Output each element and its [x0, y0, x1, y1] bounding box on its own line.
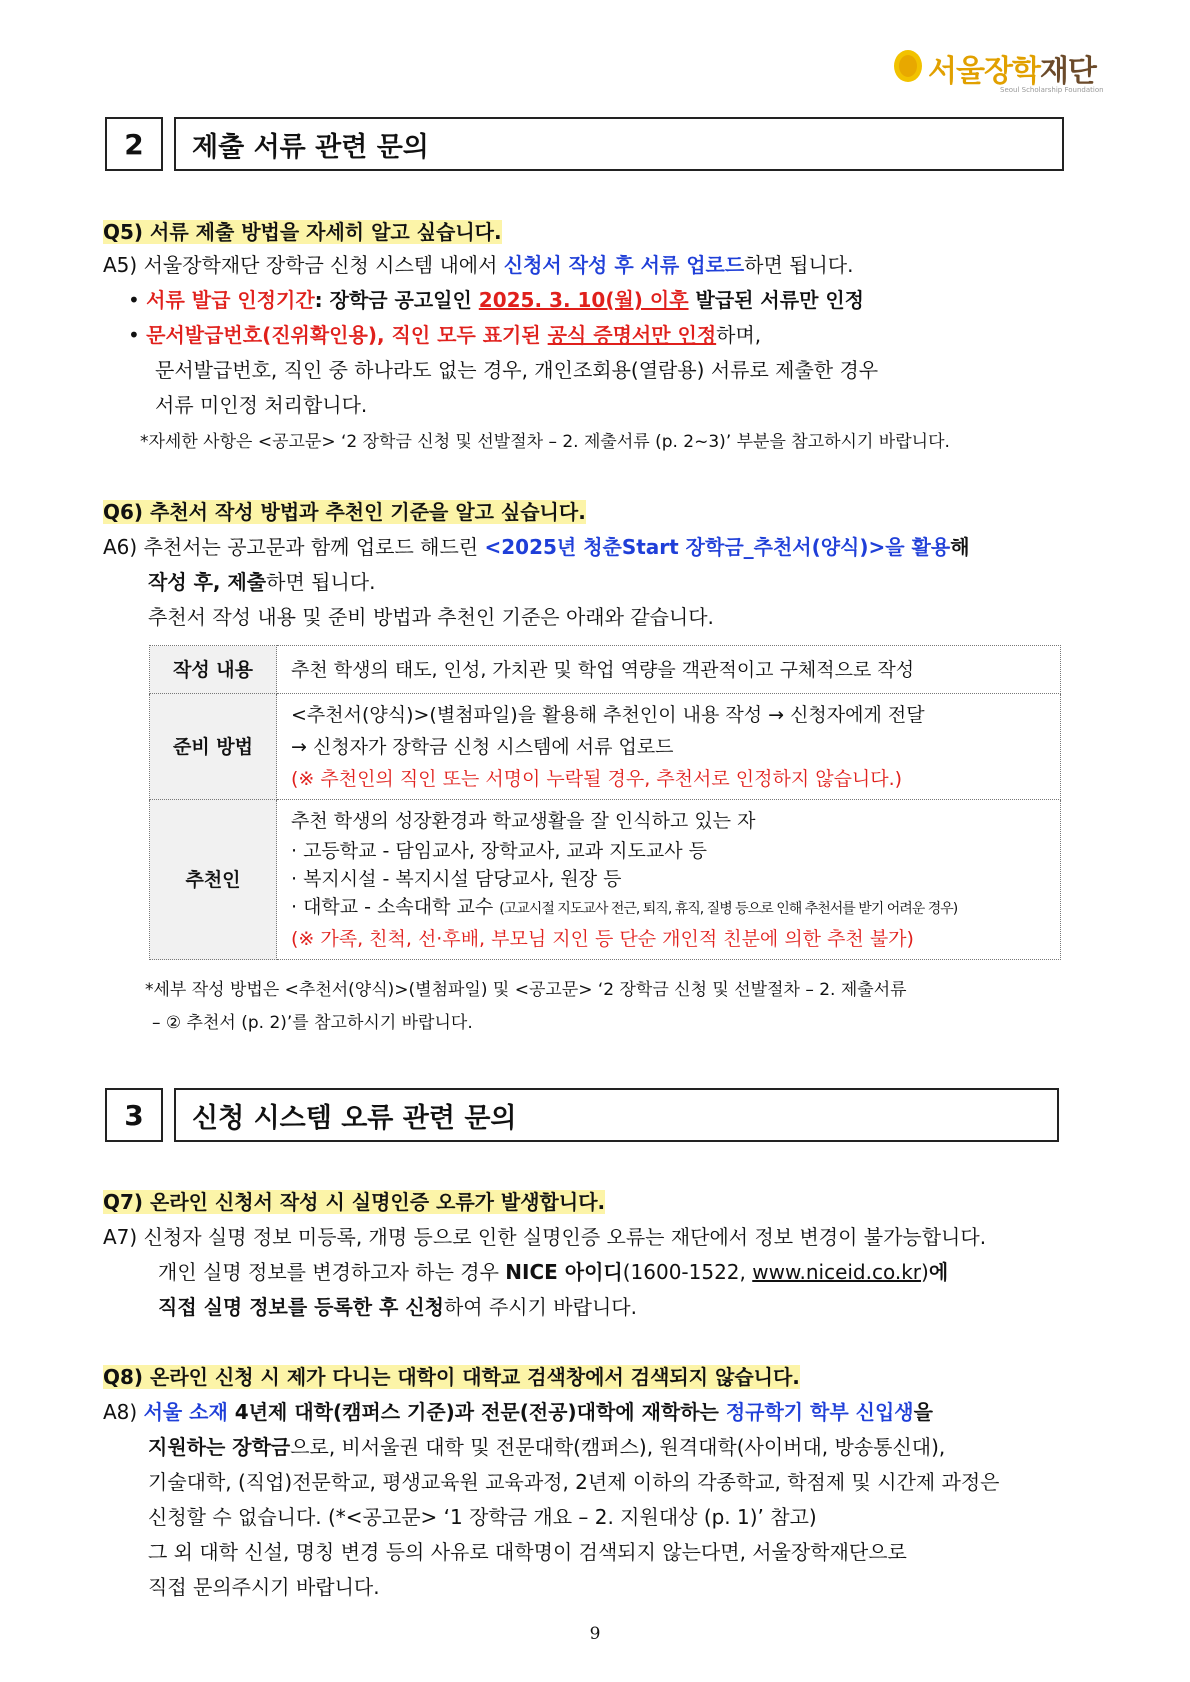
bullet-icon: • — [128, 288, 147, 312]
q5-line-3: 문서발급번호, 직인 중 하나라도 없는 경우, 개인조회용(열람용) 서류로 제출한 경우 — [155, 358, 879, 382]
table-cell-prep: <추천서(양식)>(별첨파일)을 활용해 추천인이 내용 작성 → 신청자에게 전달 → 신청자가 장학금 신청 시스템에 서류 업로드 (※ 추천인의 직인 또는 서명이 누락될 경우, 추천서로 인정하지 않습니다.) — [277, 694, 1061, 800]
table-cell-recommender: 추천 학생의 성장환경과 학교생활을 잘 인식하고 있는 자 · 고등학교 - 담임교사, 장학교사, 교과 지도교사 등 · 복지시설 - 복지시설 담당교사, 원장 등 · 대학교 - 소속대학 교수 (고교시절 지도교사 전근, 퇴직, 휴직, 질병 등으로 인해 추천서를 받기 어려운 경우) (※ 가족, 친척, 선·후배, 부모님 지인 등 단순 개인적 친분에 의한 추천 불가) — [277, 800, 1061, 960]
q7-question: Q7) 온라인 신청서 작성 시 실명인증 오류가 발생합니다. — [103, 1190, 606, 1214]
section-3-title: 신청 시스템 오류 관련 문의 — [174, 1088, 1059, 1142]
logo-subtitle: Seoul Scholarship Foundation — [1000, 86, 1104, 94]
q7-line-3: 직접 실명 정보를 등록한 후 신청하여 주시기 바랍니다. — [158, 1295, 637, 1319]
q5-line-4: 서류 미인정 처리합니다. — [155, 393, 368, 417]
q6-question: Q6) 추천서 작성 방법과 추천인 기준을 알고 싶습니다. — [103, 500, 586, 524]
q8-line-2: 지원하는 장학금으로, 비서울권 대학 및 전문대학(캠퍼스), 원격대학(사이버대, 방송통신대), — [148, 1435, 946, 1459]
section-2-number: 2 — [105, 117, 163, 171]
page-number: 9 — [589, 1624, 601, 1644]
q8-line-5: 그 외 대학 신설, 명칭 변경 등의 사유로 대학명이 검색되지 않는다면, 서울장학재단으로 — [148, 1540, 907, 1564]
q5-bullet-2: • 문서발급번호(진위확인용), 직인 모두 표기된 공식 증명서만 인정하며, — [128, 323, 762, 347]
q7-line-2: 개인 실명 정보를 변경하고자 하는 경우 NICE 아이디(1600-1522, www.niceid.co.kr)에 — [158, 1260, 949, 1284]
table-head-prep: 준비 방법 — [150, 694, 277, 800]
table-cell-content: 추천 학생의 태도, 인성, 가치관 및 학업 역량을 객관적이고 구체적으로 작성 — [277, 646, 1061, 694]
q7-answer: A7) 신청자 실명 정보 미등록, 개명 등으로 인한 실명인증 오류는 재단에서 정보 변경이 불가능합니다. — [103, 1225, 987, 1249]
logo-emblem-icon — [892, 48, 924, 84]
table-row — [150, 694, 1061, 800]
q8-answer: A8) 서울 소재 4년제 대학(캠퍼스 기준)과 전문(전공)대학에 재학하는 정규학기 학부 신입생을 — [103, 1400, 933, 1424]
table-row — [150, 800, 1061, 960]
niceid-link[interactable]: www.niceid.co.kr — [752, 1260, 922, 1284]
logo-text-end: 재단 — [1039, 54, 1096, 89]
q5-bullet-1: • 서류 발급 인정기간: 장학금 공고일인 2025. 3. 10(월) 이후 발급된 서류만 인정 — [128, 288, 864, 312]
section-3-number: 3 — [105, 1088, 163, 1142]
foundation-logo — [892, 44, 1122, 100]
table-head-recommender: 추천인 — [150, 800, 277, 960]
section-2-title: 제출 서류 관련 문의 — [174, 117, 1064, 171]
q5-note: *자세한 사항은 <공고문> ‘2 장학금 신청 및 선발절차 – 2. 제출서류 (p. 2~3)’ 부분을 참고하시기 바랍니다. — [140, 432, 950, 452]
q6-note-line-2: – ② 추천서 (p. 2)’를 참고하시기 바랍니다. — [152, 1013, 473, 1033]
q8-question: Q8) 온라인 신청 시 제가 다니는 대학이 대학교 검색창에서 검색되지 않습니다. — [103, 1365, 800, 1389]
q5-question: Q5) 서류 제출 방법을 자세히 알고 싶습니다. — [103, 220, 502, 244]
logo-text-main: 서울장학 — [928, 54, 1040, 89]
q6-note-line-1: *세부 작성 방법은 <추천서(양식)>(별첨파일) 및 <공고문> ‘2 장학금 신청 및 선발절차 – 2. 제출서류 — [145, 980, 907, 1000]
q8-line-6: 직접 문의주시기 바랍니다. — [148, 1575, 380, 1599]
q6-answer: A6) 추천서는 공고문과 함께 업로드 해드린 <2025년 청춘Start 장학금_추천서(양식)>을 활용해 — [103, 535, 970, 559]
q6-line-2: 작성 후, 제출하면 됩니다. — [148, 570, 376, 594]
table-row — [150, 646, 1061, 694]
bullet-icon: • — [128, 323, 147, 347]
table-head-content: 작성 내용 — [150, 646, 277, 694]
q5-answer: A5) 서울장학재단 장학금 신청 시스템 내에서 신청서 작성 후 서류 업로드하면 됩니다. — [103, 253, 854, 277]
q8-line-3: 기술대학, (직업)전문학교, 평생교육원 교육과정, 2년제 이하의 각종학교, 학점제 및 시간제 과정은 — [148, 1470, 1000, 1494]
q8-line-4: 신청할 수 없습니다. (*<공고문> ‘1 장학금 개요 – 2. 지원대상 (p. 1)’ 참고) — [148, 1505, 817, 1529]
recommendation-table — [149, 645, 1061, 960]
q6-line-3: 추천서 작성 내용 및 준비 방법과 추천인 기준은 아래와 같습니다. — [148, 605, 714, 629]
